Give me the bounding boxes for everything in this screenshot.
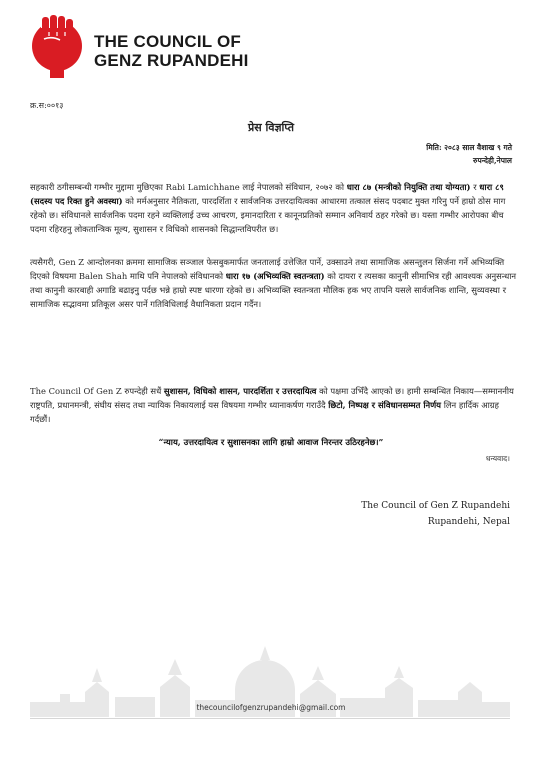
- raised-fist-icon: [30, 12, 84, 80]
- date-value: २०८३ साल वैशाख ९ गते: [444, 143, 512, 152]
- paragraph-1: [30, 180, 520, 236]
- signature-block: [361, 498, 510, 530]
- date-block: [426, 141, 512, 167]
- signature-org: The Council of Gen Z Rupandehi: [361, 501, 510, 511]
- footer-divider: [30, 718, 510, 719]
- p1-text-2: र: [470, 182, 480, 192]
- p2-text-1: त्यसैगरी, Gen Z आन्दोलनका क्रममा सामाजिक सञ्जाल फेसबुकमार्फत जनतालाई उत्तेजित पार्ने, उक्साउने तथा सामाजिक असन्तुलन सिर्जना गर्ने अभिव्यक्ति दिएको विषयमा Balen Shah माथि पनि नेपालको संविधानको: [30, 257, 505, 281]
- date-label: मिति:: [426, 143, 442, 152]
- thanks-note: धन्यवाद।: [485, 454, 510, 463]
- footer-email: thecouncilofgenzrupandehi@gmail.com: [196, 703, 346, 712]
- org-name-line2: GENZ RUPANDEHI: [94, 51, 249, 70]
- p2-bold-1: धारा १७ (अभिव्यक्ति स्वतन्त्रता): [225, 271, 325, 281]
- slogan: “न्याय, उत्तरदायित्व र सुशासनका लागि हाम्रो आवाज निरन्तर उठिरहनेछ।”: [158, 437, 384, 447]
- paragraph-3: [30, 384, 520, 426]
- letterhead: [30, 12, 290, 82]
- p3-bold-2: छिटो, निष्पक्ष र संविधानसम्मत निर्णय: [328, 400, 442, 410]
- date-place: रुपन्देही,नेपाल: [472, 156, 512, 165]
- p1-bold-1: धारा ८७ (मन्त्रीको नियुक्ति तथा योग्यता): [346, 182, 471, 192]
- signature-location: Rupandehi, Nepal: [427, 517, 510, 527]
- p1-bold-2: धारा ८९ (सदस्य पद रिक्त हुने अवस्था): [30, 182, 504, 206]
- p3-text-2: को पक्षमा उभिँदै आएको छ। हामी सम्बन्धित निकाय—सम्माननीय राष्ट्रपति, प्रधानमन्त्री, संघीय संसद तथा न्यायिक निकायलाई यस विषयमा गम्भीर ध्यानाकर्षण गराउँदै: [30, 386, 514, 410]
- org-name: [94, 32, 249, 70]
- p3-text-3: लिन हार्दिक आग्रह गर्दछौं।: [30, 400, 499, 424]
- p3-bold-1: सुशासन, विधिको शासन, पारदर्शिता र उत्तरदायित्व: [163, 386, 317, 396]
- p3-text-1: The Council Of Gen Z रुपन्देही सधैं: [30, 386, 164, 396]
- reference-number: क्र.स:००१३: [30, 101, 64, 110]
- paragraph-2: [30, 255, 520, 311]
- p1-text-3: को मर्मअनुसार नैतिकता, पारदर्शिता र सार्वजनिक उत्तरदायित्वका आधारमा तत्काल संसद पदबाट मुक्त गरिनु पर्ने हाम्रो ठोस माग रहेको छ। संविधानले सार्वजनिक पदमा रहने व्यक्तिलाई उच्च आचरण, इमानदारिता र कानूनप्रतिको सम्मान अनिवार्य ठहर गरेको छ। यस्ता गम्भीर आरोपका बीच पदमा रहिरहनु लोकतान्त्रिक मूल्य, सुशासन र विधिको शासनको सिद्धान्तविपरीत छ।: [30, 196, 506, 234]
- p2-text-2: को दायरा र त्यसका कानुनी सीमाभित्र रही आवश्यक अनुसन्धान तथा कानुनी कारबाही अगाडि बढाइनु पर्दछ भन्ने हाम्रो स्पष्ट धारणा रहेको छ। अभिव्यक्ति स्वतन्त्रता मौलिक हक भए तापनि यसले सार्वजनिक शान्ति, सुव्यवस्था र सामाजिक सद्भावमा प्रतिकूल असर पार्ने गतिविधिलाई वैधानिकता प्रदान गर्दैन।: [30, 271, 517, 309]
- document-title: प्रेस विज्ञप्ति: [247, 121, 295, 134]
- p1-text-1: सहकारी ठगीसम्बन्धी गम्भीर मुद्दामा मुछिएका Rabi Lamichhane लाई नेपालको संविधान, २०७२ को: [30, 182, 347, 192]
- org-name-line1: THE COUNCIL OF: [94, 32, 241, 51]
